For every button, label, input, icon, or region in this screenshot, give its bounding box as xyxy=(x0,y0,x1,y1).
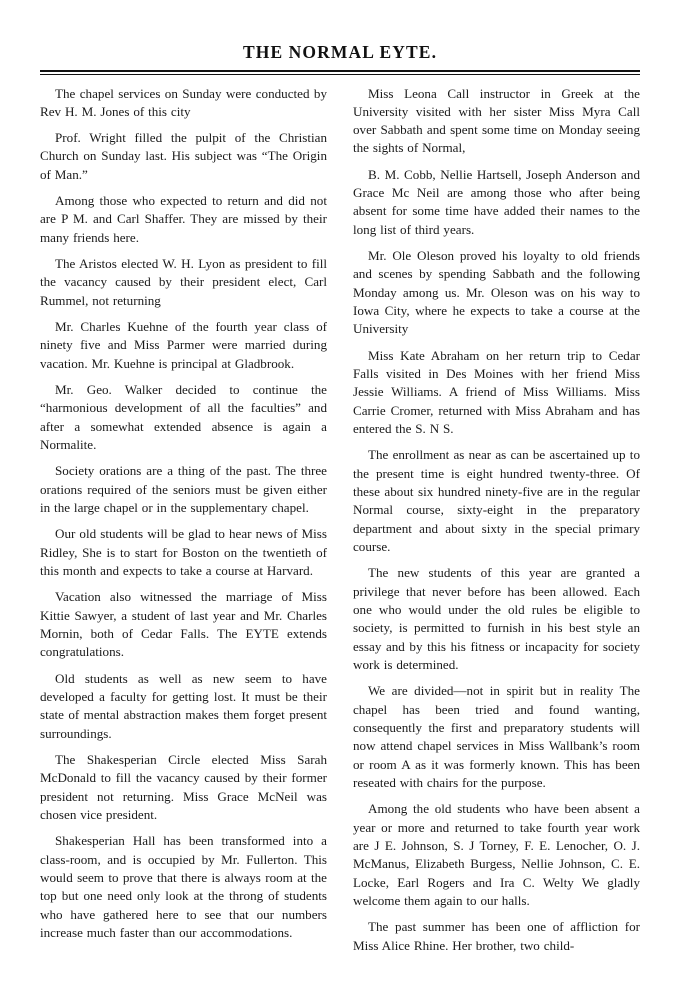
paragraph: Among those who expected to return and did not are P M. and Carl Shaffer. They are missed by their many friends here. xyxy=(40,193,327,245)
column-left xyxy=(40,85,327,951)
article-columns xyxy=(40,85,640,963)
paragraph: Miss Kate Abraham on her return trip to Cedar Falls visited in Des Moines with her friend Miss Jessie Williams. A friend of Miss Williams. Miss Carrie Cromer, returned with Miss Abraham and has entered the S. N S. xyxy=(353,347,640,437)
paragraph: Our old students will be glad to hear news of Miss Ridley, She is to start for Boston on the twentieth of this month and expects to take a course at Harvard. xyxy=(40,526,327,579)
paragraph: Vacation also witnessed the marriage of Miss Kittie Sawyer, a student of last year and Mr. Charles Mornin, both of Cedar Falls. The EYTE extends congratulations. xyxy=(40,589,327,660)
paragraph: The new students of this year are granted a privilege that never before has been allowed. Each one who would under the old rules be eligible to society, is permitted to furnish in his best style an essay and by this his fitness or incapacity for society work is determined. xyxy=(353,565,640,673)
header-rule-thin xyxy=(40,74,640,75)
paragraph: Among the old students who have been absent a year or more and returned to take fourth year work are J E. Johnson, S. J Torney, F. E. Lenocher, O. J. McManus, Elizabeth Burgess, Nellie Johnson, C. E. Locke, Earl Rogers and Ira C. Welty We gladly welcome them again to our halls. xyxy=(353,801,640,908)
page-title: THE NORMAL EYTE. xyxy=(242,42,438,62)
column-right xyxy=(353,85,640,963)
paragraph: Mr. Geo. Walker decided to continue the “harmonious development of all the faculties” and after a somewhat extended absence is again a Normalite. xyxy=(40,382,327,453)
paragraph: The chapel services on Sunday were conducted by Rev H. M. Jones of this city xyxy=(40,85,327,119)
paragraph: We are divided—not in spirit but in reality The chapel has been tried and found wanting, consequently the first and preparatory students will now attend chapel services in Miss Wallbank’s room or room A as it was formerly known. This has been reseated with chairs for the purpose. xyxy=(353,683,640,790)
paragraph: Shakesperian Hall has been transformed into a class-room, and is occupied by Mr. Fullerton. This would seem to prove that there is always room at the top but one need only look at the throng of students who have gathered here to see that our numbers increase much faster than our accommodations. xyxy=(40,833,327,940)
paragraph: Society orations are a thing of the past. The three orations required of the seniors must be given either in the large chapel or in the supplementary chapel. xyxy=(40,463,327,516)
paragraph: Mr. Ole Oleson proved his loyalty to old friends and scenes by spending Sabbath and the following Monday among us. Mr. Oleson was on his way to Iowa City, where he expects to take a course at the University xyxy=(353,248,640,337)
paragraph: Old students as well as new seem to have developed a faculty for getting lost. It must be their state of mental abstraction makes them forget present surroundings. xyxy=(40,670,327,741)
paragraph: Prof. Wright filled the pulpit of the Christian Church on Sunday last. His subject was “The Origin of Man.” xyxy=(40,130,327,182)
paragraph: The enrollment as near as can be ascertained up to the present time is eight hundred twenty-three. Of these about six hundred ninety-five are in the regular Normal course, sixty-eight in the preparatory department and about sixty in the special primary course. xyxy=(353,447,640,555)
paragraph: Miss Leona Call instructor in Greek at the University visited with her sister Miss Myra Call over Sabbath and spent some time on Monday seeing the sights of Normal, xyxy=(353,85,640,156)
header-rule-thick xyxy=(40,70,640,72)
paragraph: The Shakesperian Circle elected Miss Sarah McDonald to fill the vacancy caused by their former president not returning. Miss Grace McNeil was chosen vice president. xyxy=(40,752,327,822)
paragraph: The Aristos elected W. H. Lyon as president to fill the vacancy caused by their president elect, Carl Rummel, not returning xyxy=(40,256,327,308)
paragraph: The past summer has been one of affliction for Miss Alice Rhine. Her brother, two child- xyxy=(353,919,640,953)
paragraph: B. M. Cobb, Nellie Hartsell, Joseph Anderson and Grace Mc Neil are among those who after being absent for some time have added their names to the long list of third years. xyxy=(353,166,640,237)
paragraph: Mr. Charles Kuehne of the fourth year class of ninety five and Miss Parmer were married during vacation. Mr. Kuehne is principal at Gladbrook. xyxy=(40,319,327,371)
